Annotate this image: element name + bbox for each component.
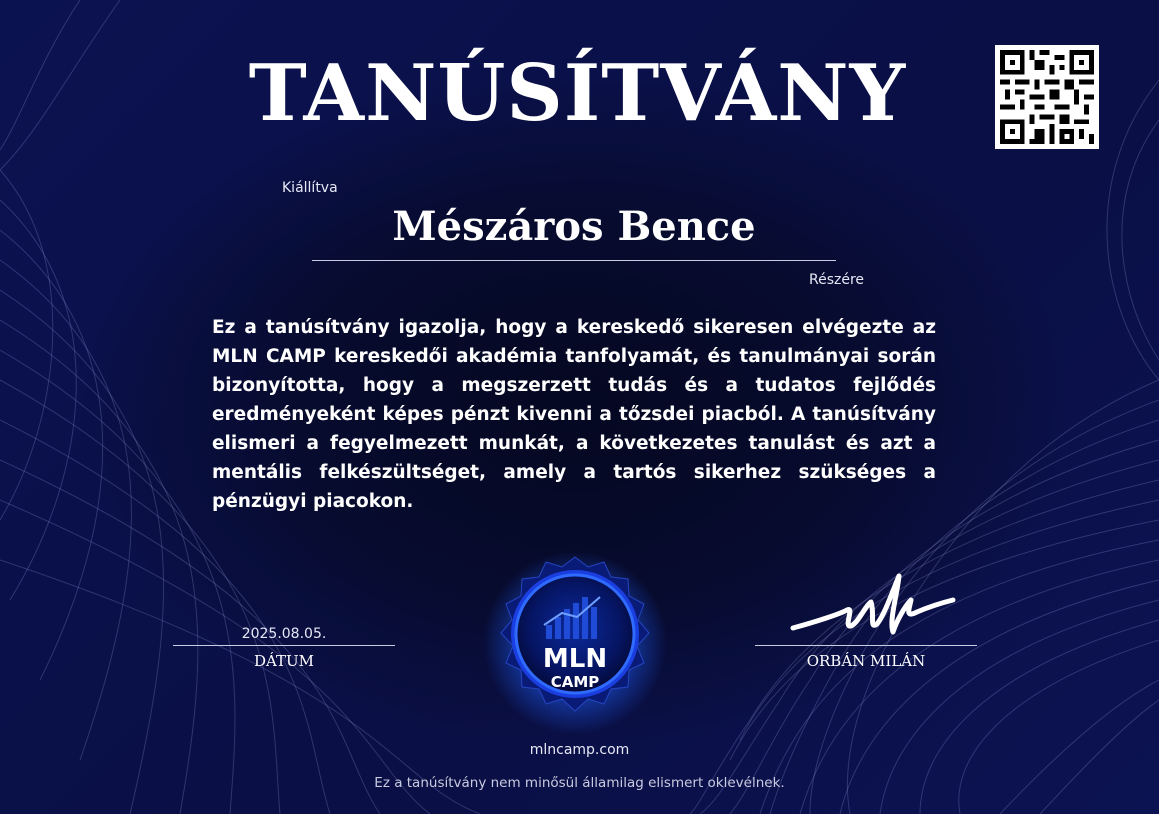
- date-line: [173, 645, 395, 646]
- seal-text-top: MLN: [542, 644, 608, 674]
- for-label: Részére: [809, 272, 865, 288]
- qr-code-icon: [995, 45, 1099, 149]
- certificate-body-text: Ez a tanúsítvány igazolja, hogy a kereskedő sikeresen elvégezte az MLN CAMP kereskedői akadémia tanfolyamát, és tanulmányai során bizonyította, hogy a megszerzett tudás és a tudatos fejlődés eredményeként képes pénzt kivenni a tőzsdei piacból. A tanúsítvány elismeri a fegyelmezett munkát, a következetes tanulást és azt a mentális felkészültséget, amely a tartós sikerhez szükséges a pénzügyi piacokon.: [212, 317, 936, 512]
- recipient-name: Mészáros Bence: [392, 203, 756, 250]
- signature-line: [755, 645, 977, 646]
- seal-badge-icon: [482, 553, 668, 733]
- signer-name: ORBÁN MILÁN: [806, 652, 926, 670]
- signature-icon: [785, 570, 965, 645]
- seal-text-bottom: CAMP: [550, 673, 600, 691]
- certificate-title: TANÚSÍTVÁNY: [248, 48, 907, 139]
- disclaimer-text: Ez a tanúsítvány nem minősül államilag elismert oklevélnek.: [374, 775, 785, 791]
- website-text: mlncamp.com: [529, 742, 630, 758]
- date-value: 2025.08.05.: [241, 626, 327, 642]
- issued-label: Kiállítva: [282, 180, 338, 196]
- name-underline: [312, 260, 836, 261]
- date-label: DÁTUM: [253, 652, 315, 670]
